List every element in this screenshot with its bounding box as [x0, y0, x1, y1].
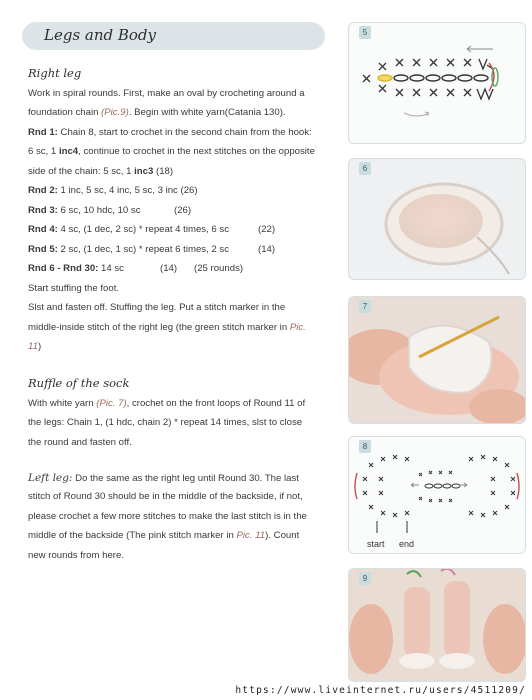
right-leg-title: Right leg — [28, 66, 82, 80]
left-leg-label: Left leg: — [28, 472, 73, 484]
text: the legs: Chain 1, (1 hdc, chain 2) * repeat 14 times, slst to close — [28, 417, 303, 428]
text-line — [28, 283, 119, 294]
text: 6 sc, 1 — [28, 146, 59, 157]
picture-number: 7 — [359, 300, 371, 313]
start-label: start — [367, 539, 385, 549]
picture-number: 8 — [359, 440, 371, 453]
text: side of the chain: 5 sc, 1 — [28, 166, 135, 177]
end-label: end — [399, 539, 415, 549]
stitch-count: (22) — [258, 224, 276, 235]
picture-7-photo — [348, 296, 526, 424]
text: please crochet a few more stitches to make the last stitch is in the — [28, 511, 307, 522]
picture-6-photo — [348, 158, 526, 280]
pic-reference: Pic. 11 — [236, 530, 266, 541]
section-title: Legs and Body — [44, 26, 157, 44]
round-2 — [28, 185, 198, 196]
round-text: 14 sc — [98, 263, 124, 274]
text: the round and fasten off. — [28, 437, 132, 448]
ruffle-title: Ruffle of the sock — [28, 376, 130, 390]
text-line — [28, 491, 303, 502]
round-label: Rnd 4: — [28, 224, 58, 235]
text-line — [28, 511, 307, 522]
section-header — [22, 22, 325, 50]
round-text: 1 inc, 5 sc, 4 inc, 5 sc, 3 inc (26) — [57, 185, 198, 196]
stitch-count: (14) — [160, 263, 178, 274]
pic-reference: (Pic.9) — [101, 107, 129, 118]
text: inc4 — [58, 146, 79, 157]
picture-number: 5 — [359, 26, 371, 39]
round-4 — [28, 224, 276, 235]
text: Do the same as the right leg until Round 30. The last — [72, 473, 299, 484]
text: (18) — [153, 166, 174, 177]
picture-8-stitch-diagram — [348, 436, 526, 554]
round-3 — [28, 205, 192, 216]
round-label: Rnd 2: — [28, 185, 58, 196]
text: inc3 — [134, 166, 154, 177]
foundation-oval-diagram — [349, 23, 525, 143]
round-1 — [28, 127, 312, 138]
text-line — [28, 322, 306, 333]
round-text: 4 sc, (1 dec, 2 sc) * repeat 4 times, 6 sc — [57, 224, 230, 235]
text: With white yarn — [28, 398, 97, 409]
text-line — [28, 472, 299, 484]
picture-number: 6 — [359, 162, 371, 175]
text: middle of the backside (The pink stitch marker in — [28, 530, 237, 541]
text-line — [28, 437, 132, 448]
round-label: Rnd 6 - Rnd 30: — [28, 263, 99, 274]
crocheting-hand-illustration — [349, 297, 525, 423]
pic-reference: (Pic. 7) — [96, 398, 127, 409]
text: ). Count — [265, 530, 300, 541]
text-line — [28, 398, 305, 409]
picture-9-photo — [348, 568, 526, 682]
crochet-sole-illustration — [349, 159, 525, 279]
text-line — [28, 166, 173, 177]
text-line — [28, 302, 285, 313]
text: foundation chain — [28, 107, 102, 118]
pic-reference: 11 — [28, 341, 38, 352]
round-label: Rnd 3: — [28, 205, 58, 216]
round-text: 6 sc, 10 hdc, 10 sc — [57, 205, 141, 216]
pic-reference: Pic. — [289, 322, 306, 333]
round-text: 2 sc, (1 dec, 1 sc) * repeat 6 times, 2 sc — [57, 244, 230, 255]
round-5 — [28, 244, 276, 255]
stitch-count: (26) — [174, 205, 192, 216]
round-6-30 — [28, 263, 244, 274]
round-text: Chain 8, start to crochet in the second chain from the hook: — [57, 127, 312, 138]
text: . Begin with white yarn(Catania 130). — [128, 107, 286, 118]
text-line — [28, 550, 124, 561]
picture-5-stitch-diagram — [348, 22, 526, 144]
round-count: (25 rounds) — [194, 263, 244, 274]
text: Work in spiral rounds. First, make an oval by crocheting around a — [28, 88, 305, 99]
text: ) — [37, 341, 42, 352]
text: Start stuffing the foot. — [28, 283, 120, 294]
text: Slst and fasten off. Stuffing the leg. Put a stitch marker in the — [28, 302, 286, 313]
text: middle-inside stitch of the right leg (the green stitch marker in — [28, 322, 290, 333]
text-line — [28, 530, 299, 541]
text: , crochet on the front loops of Round 11 of — [126, 398, 306, 409]
text-line — [28, 88, 305, 99]
text-line — [28, 146, 315, 157]
text: new rounds from here. — [28, 550, 124, 561]
text-line — [28, 417, 302, 428]
text: , continue to crochet in the next stitches on the opposite — [78, 146, 315, 157]
text: stitch of Round 30 should be in the middle of the backside, if not, — [28, 491, 303, 502]
stitch-count: (14) — [258, 244, 276, 255]
watermark-url: https://www.liveinternet.ru/users/4511209/ — [235, 685, 526, 696]
crochet-legs-illustration — [349, 569, 525, 681]
round-label: Rnd 5: — [28, 244, 58, 255]
picture-number: 9 — [359, 572, 371, 585]
text-line — [28, 341, 41, 352]
text-line — [28, 107, 286, 118]
ruffle-diagram — [349, 437, 525, 553]
round-label: Rnd 1: — [28, 127, 58, 138]
